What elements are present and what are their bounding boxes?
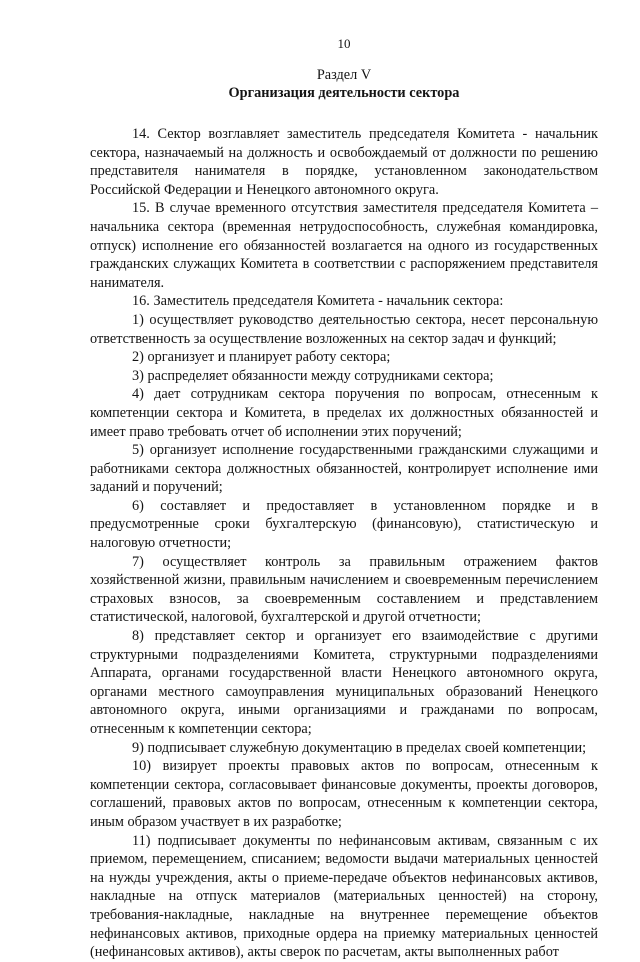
paragraph-16: 16. Заместитель председателя Комитета - начальник сектора: [132, 293, 504, 310]
list-item-10: 10) визирует проекты правовых актов по вопросам, отнесенным к компетенции сектора, согласовывает финансовые документы, проекты договоров, соглашений, правовых актов по вопросам, отнесенным к компетенции сектора, иным образом участвует в их разработке; [90, 758, 598, 830]
section-label: Раздел V [316, 67, 372, 83]
paragraph-14: 14. Сектор возглавляет заместитель председателя Комитета - начальник сектора, назначаемый на должность и освобождаемый от должности по решению представителя нанимателя в порядке, установленном законодательством Российской Федерации и Ненецкого автономного округа. [90, 126, 598, 198]
list-item-3: 3) распределяет обязанности между сотрудниками сектора; [132, 367, 494, 384]
list-item-4: 4) дает сотрудникам сектора поручения по вопросам, отнесенным к компетенции сектора и Комитета, в пределах их должностных обязанностей и имеет право требовать отчет об исполнении этих поручений; [90, 386, 598, 440]
list-item-7: 7) осуществляет контроль за правильным отражением фактов хозяйственной жизни, правильным начислением и своевременным перечислением страховых взносов, за своевременным составлением и представлением статистической, налоговой, бухгалтерской и другой отчетности; [90, 553, 598, 626]
list-item-11: 11) подписывает документы по нефинансовым активам, связанным с их приемом, перемещением, списанием; ведомости выдачи материальных ценностей на нужды учреждения, акты о приеме-передаче объектов нефинансовых активов, накладные на отпуск материалов (материальных ценностей) на сторону, требования-накладные, накладные на внутреннее перемещение объектов нефинансовых активов, приходные ордера на приемку материальных ценностей (нефинансовых активов), акты сверок по расчетам, акты выполненных работ [90, 832, 598, 961]
list-item-6: 6) составляет и предоставляет в установленном порядке и в предусмотренные сроки бухгалтерскую (финансовую), статистическую и налоговую отчетности; [90, 497, 598, 552]
list-item-2: 2) организует и планирует работу сектора; [132, 349, 391, 366]
list-item-1: 1) осуществляет руководство деятельностью сектора, несет персональную ответственность за осуществление возложенных на сектор задач и функций; [90, 311, 598, 347]
list-item-5: 5) организует исполнение государственными гражданскими служащими и работниками сектора должностных обязанностей, контролирует исполнение ими заданий и поручений; [90, 442, 598, 496]
page-number: 10 [337, 36, 351, 51]
section-title: Организация деятельности сектора [228, 85, 460, 101]
list-item-8: 8) представляет сектор и организует его взаимодействие с другими структурными подразделениями Комитета, структурными подразделениями Аппарата, органами государственной власти Ненецкого автономного округа, органами местного самоуправления муниципальных образований Ненецкого автономного округа, иными организациями и гражданами по вопросам, отнесенным к компетенции сектора; [90, 628, 598, 737]
paragraph-15: 15. В случае временного отсутствия заместителя председателя Комитета – начальника сектора (временная нетрудоспособность, служебная командировка, отпуск) исполнение его обязанностей возлагается на одного из государственных гражданских служащих Комитета в соответствии с распоряжением представителя нанимателя. [90, 200, 598, 291]
list-item-9: 9) подписывает служебную документацию в пределах своей компетенции; [132, 739, 587, 756]
document-body [90, 125, 598, 962]
